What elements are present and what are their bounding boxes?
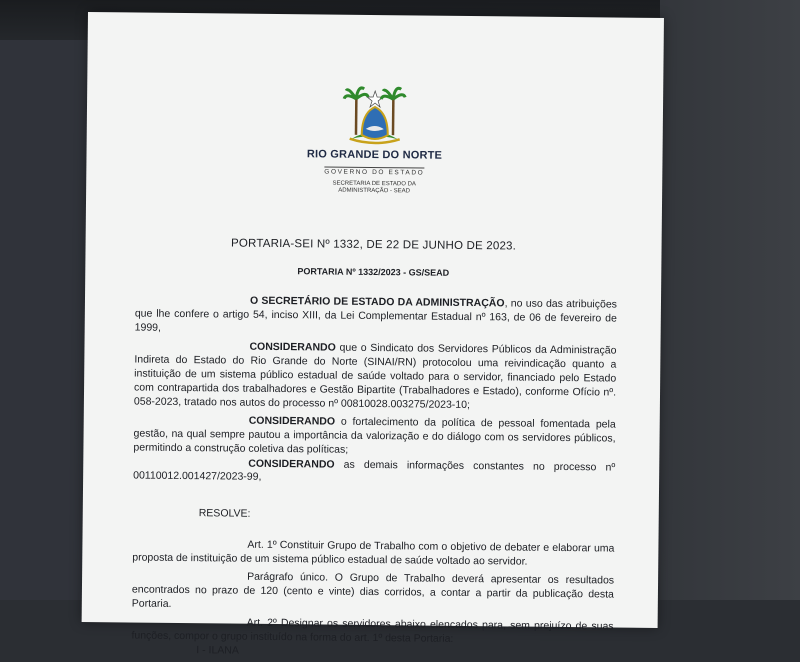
- article-1: Art. 1º Constituir Grupo de Trabalho com o objetivo de debater e elaborar uma proposta de instituição de um sistema público estadual de saúde voltado ao servidor.: [132, 538, 615, 568]
- document-title: PORTARIA-SEI Nº 1332, DE 22 DE JUNHO DE 2023.: [230, 237, 517, 253]
- secretariat-label: SECRETARIA DE ESTADO DA ADMINISTRAÇÃO - SEAD: [332, 180, 416, 195]
- considerando-paragraph-1: CONSIDERANDO que o Sindicato dos Servidores Públicos da Administração Indireta do Estado do Rio Grande do Norte (SINAI/RN) protocolou uma reivindicação quanto a instituição de um sistema público estadual de saúde voltado para o servidor, financiado pelo Estado com contrapartida dos trabalhadores e Gestão Bipartite (Trabalhadores e Estado), conforme Ofício nº. 058-2023, tratado nos autos do processo nº 00810028.003275/2023-10;: [133, 340, 617, 412]
- state-name: RIO GRANDE DO NORTE: [306, 148, 443, 162]
- paragrafo-unico: Parágrafo único. O Grupo de Trabalho deverá apresentar os resultados encontrados no prazo de 120 (cento e vinte) dias corridos, a contar a partir da publicação desta Portaria.: [131, 570, 615, 610]
- intro-paragraph: O SECRETÁRIO DE ESTADO DA ADMINISTRAÇÃO, no uso das atribuições que lhe confere o artigo 54, inciso XIII, da Lei Complementar Estadual nº 163, de 06 de fevereiro de 1999,: [134, 294, 618, 334]
- list-item-1: I - ILANA: [196, 644, 239, 657]
- coat-of-arms-icon: [342, 77, 409, 148]
- government-label: GOVERNO DO ESTADO: [324, 168, 425, 177]
- letterhead: [86, 74, 663, 198]
- resolve-heading: RESOLVE:: [198, 507, 251, 520]
- considerando-paragraph-2: CONSIDERANDO o fortalecimento da política de pessoal fomentada pela gestão, na qual sempre pautou a importância da valorização e do diálogo com os servidores públicos, permitindo a construção coletiva das políticas;: [133, 414, 616, 456]
- document-subtitle: PORTARIA Nº 1332/2023 - GS/SEAD: [297, 266, 450, 278]
- considerando-paragraph-3: CONSIDERANDO as demais informações constantes no processo nº: [248, 457, 616, 474]
- document-page: [82, 12, 664, 657]
- article-2: Art. 2º Designar os servidores abaixo elencados para, sem prejuízo de suas funções, compor o grupo instituído na forma do art. 1º desta Portaria:: [131, 616, 614, 645]
- considerando-paragraph-3-tail: 00110012.001427/2023-99,: [133, 469, 262, 483]
- monitor-side: [660, 0, 800, 600]
